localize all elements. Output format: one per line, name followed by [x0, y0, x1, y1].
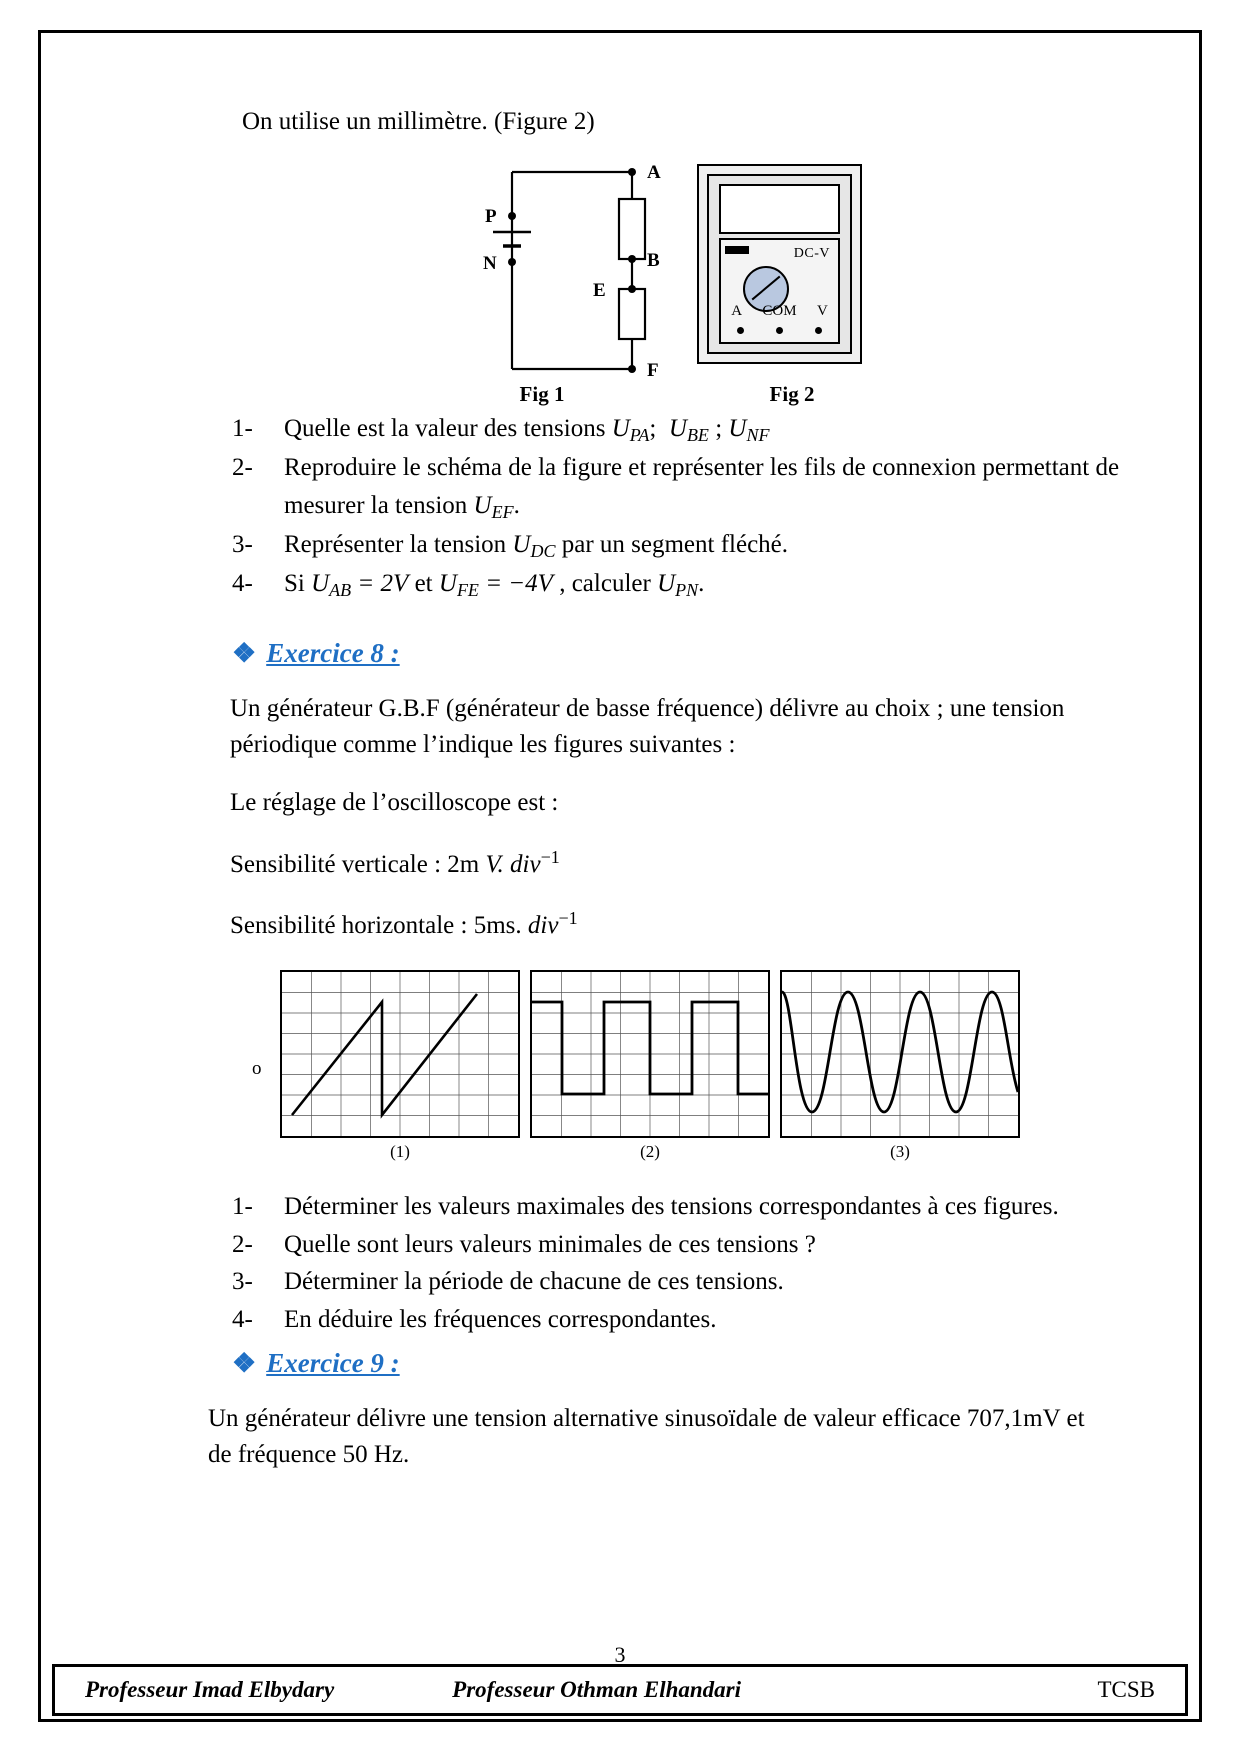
- footer-class-code: TCSB: [1097, 1677, 1155, 1702]
- exercise-8-heading: [232, 638, 1128, 669]
- vertical-sens-exp: −1: [540, 846, 560, 867]
- ex8-q1-text: Déterminer les valeurs maximales des tensions correspondantes à ces figures.: [284, 1193, 1059, 1221]
- svg-text:A: A: [647, 162, 661, 184]
- terminal-label-v: V: [816, 303, 828, 320]
- list-item: 2- Reproduire le schéma de la figure et représenter les fils de connexion permettant de mesurer la tension $U_{EF}$.: [232, 449, 1128, 526]
- ex8-q3-text: Déterminer la période de chacune de ces tensions.: [284, 1268, 784, 1296]
- q4-number: 4-: [232, 569, 253, 597]
- scope-caption-2: (2): [640, 1142, 660, 1162]
- fig2-caption: Fig 2: [769, 382, 815, 407]
- q2-number: 2-: [232, 454, 253, 482]
- page-number: 3: [614, 1642, 626, 1667]
- footer-left-author: Professeur Imad Elbydary: [85, 1677, 335, 1702]
- exercise-8-vertical-sensitivity: [230, 844, 1110, 883]
- scope-caption-1: (1): [390, 1142, 410, 1162]
- svg-text:E: E: [593, 280, 606, 302]
- footer-middle-author: Professeur Othman Elhandari: [452, 1677, 742, 1702]
- multimeter-display: [719, 184, 840, 234]
- scope-screen-1: [280, 970, 520, 1138]
- ex8-q4-number: 4-: [232, 1305, 253, 1333]
- exercise-9-paragraph-1: Un générateur délivre une tension alternative sinusoïdale de valeur efficace 707,1mV et de fréquence 50 Hz.: [208, 1405, 1085, 1469]
- svg-text:P: P: [485, 206, 497, 228]
- svg-text:N: N: [483, 253, 497, 275]
- question-list-ex8: [112, 1188, 1128, 1338]
- exercise-8-paragraph-1: Un générateur G.B.F (générateur de basse fréquence) délivre au choix ; une tension périodique comme l’indique les figures suivantes :: [230, 694, 1065, 759]
- list-item: [232, 1263, 1128, 1301]
- question-list-ex7: [112, 410, 1128, 604]
- ex8-q1-number: 1-: [232, 1193, 253, 1221]
- multimeter-mode-label: DC-V: [793, 246, 830, 262]
- jack-com-icon: [776, 327, 783, 334]
- mode-marker: [725, 246, 749, 254]
- list-item: [232, 1301, 1128, 1339]
- oscilloscope-figures: [112, 970, 1128, 1170]
- list-item: 3- Représenter la tension $U_{DC}$ par un segment fléché.: [232, 526, 1128, 565]
- horizontal-sens-label: Sensibilité horizontale : 5ms.: [230, 911, 528, 939]
- diamond-bullet-icon: ❖: [232, 637, 257, 668]
- list-item: 1- Quelle est la valeur des tensions $U_{PA}$; $U_{BE}$ ; $U_{NF}$: [232, 410, 1128, 449]
- vertical-sens-label: Sensibilité verticale : 2m: [230, 850, 486, 878]
- list-item: [232, 1188, 1128, 1226]
- terminal-label-a: A: [731, 303, 743, 320]
- terminal-label-com: COM: [762, 303, 797, 320]
- fig1-caption: Fig 1: [519, 382, 565, 407]
- q1-number: 1-: [232, 415, 253, 443]
- horizontal-sens-exp: −1: [558, 907, 578, 928]
- origin-label: o: [252, 1058, 262, 1080]
- jack-a-icon: [737, 327, 744, 334]
- ex8-q2-text: Quelle sont leurs valeurs minimales de ces tensions ?: [284, 1230, 816, 1258]
- exercise-9-heading: [232, 1348, 1128, 1379]
- q3-number: 3-: [232, 530, 253, 558]
- svg-text:B: B: [647, 250, 660, 272]
- horizontal-sens-unit: div: [527, 911, 559, 939]
- circuit-diagram-fig1: [457, 154, 687, 384]
- scope-screen-3: [780, 970, 1020, 1138]
- scope-caption-3: (3): [890, 1142, 910, 1162]
- list-item: 4- Si $U_{AB} = 2V$ et $U_{FE} = -4V$ , calculer $U_{PN}$.: [232, 565, 1128, 604]
- exercise-8-title: Exercice 8 :: [266, 637, 400, 668]
- exercise-9-title: Exercice 9 :: [266, 1348, 400, 1379]
- exercise-8-paragraph-2: Le réglage de l’oscilloscope est :: [230, 789, 559, 817]
- ex8-q2-number: 2-: [232, 1230, 253, 1258]
- svg-text:F: F: [647, 360, 659, 382]
- vertical-sens-unit: V. div: [485, 850, 541, 878]
- scope-screen-2: [530, 970, 770, 1138]
- list-item: [232, 1226, 1128, 1264]
- ex8-q4-text: En déduire les fréquences correspondantes.: [284, 1305, 717, 1333]
- jack-v-icon: [815, 327, 822, 334]
- exercise-8-horizontal-sensitivity: [230, 905, 1110, 944]
- multimeter-fig2: [697, 164, 862, 364]
- figures-row: [112, 154, 1128, 407]
- diamond-bullet-icon: ❖: [232, 1348, 257, 1379]
- intro-text: On utilise un millimètre. (Figure 2): [242, 108, 595, 135]
- ex8-q3-number: 3-: [232, 1268, 253, 1296]
- footer-bar: [52, 1664, 1188, 1716]
- page-content: [52, 44, 1188, 1644]
